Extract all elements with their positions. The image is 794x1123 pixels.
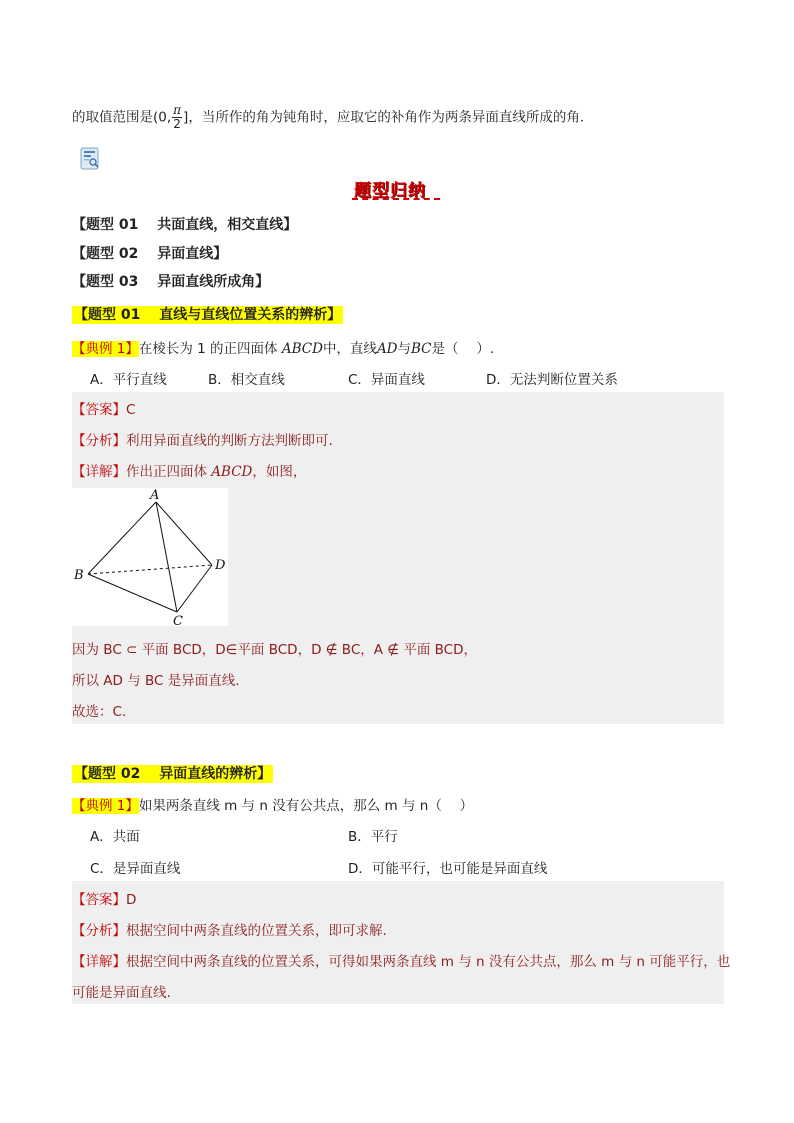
answer-label: 【答案】 (72, 892, 126, 908)
topic2-detail (72, 950, 730, 970)
option-d: D．无法判断位置关系 (486, 372, 618, 388)
intro-line (72, 104, 593, 131)
fraction-numerator: π (173, 103, 182, 117)
section-title: 题型归纳 (354, 181, 426, 201)
topic2-heading-text: 【题型 02 异面直线的辨析】 (74, 766, 272, 782)
question-math: ABCD (281, 341, 323, 357)
detail-text: 根据空间中两条直线的位置关系，可得如果两条直线 m 与 n 没有公共点，那么 m 与 n 可能平行，也 (126, 954, 731, 970)
question-text: 中，直线 (322, 341, 377, 357)
topic2-answer (72, 888, 136, 908)
option-a: A．共面 (90, 829, 140, 845)
option-a: A．平行直线 (90, 372, 167, 388)
topic1-detail (72, 460, 306, 480)
vertex-label-a: A (150, 488, 160, 503)
option-d: D．可能平行，也可能是异面直线 (348, 861, 548, 877)
topic1-analysis (72, 429, 333, 449)
analysis-text: 利用异面直线的判断方法判断即可. (126, 433, 333, 449)
intro-prefix: 的取值范围是 (72, 109, 153, 126)
topic2-heading (72, 763, 273, 783)
answer-label: 【答案】 (72, 402, 126, 418)
pi-over-2-fraction (172, 104, 182, 131)
fraction-denominator: 2 (173, 117, 181, 131)
option-c: C．是异面直线 (90, 861, 181, 877)
detail-label: 【详解】 (72, 464, 126, 480)
option-c: C．异面直线 (348, 372, 425, 388)
topic1-heading (72, 304, 343, 324)
document-icon (79, 147, 102, 170)
intro-suffix: ，当所作的角为钝角时，应取它的补角作为两条异面直线所成的角． (188, 109, 594, 126)
topic1-answer (72, 398, 135, 418)
toc-item: 【题型 02 异面直线】 (72, 246, 228, 262)
analysis-text: 根据空间中两条直线的位置关系，即可求解. (126, 923, 387, 939)
question-text: 如果两条直线 m 与 n 没有公共点，那么 m 与 n（ ） (138, 798, 474, 814)
question-text: 与 (397, 341, 412, 357)
interval-open: (0, (153, 109, 172, 126)
detail-math: ABCD (211, 464, 253, 480)
example-label: 【典例 1】 (72, 798, 139, 814)
tetrahedron-figure (72, 488, 228, 626)
topic1-question (72, 337, 494, 357)
choose-line: 故选：C. (72, 704, 127, 720)
answer-value: D (126, 892, 137, 908)
interval-close: ] (183, 109, 189, 126)
toc-item: 【题型 01 共面直线，相交直线】 (72, 217, 298, 233)
answer-value: C (126, 402, 136, 418)
vertex-label-b: B (74, 568, 84, 583)
question-math: AD (376, 341, 398, 357)
detail-text-continued: 可能是异面直线. (72, 985, 171, 1001)
analysis-label: 【分析】 (72, 923, 126, 939)
question-text: 在棱长为 1 的正四面体 (138, 341, 282, 357)
topic2-question (72, 794, 473, 814)
toc-item: 【题型 03 异面直线所成角】 (72, 274, 270, 290)
section-title-underline (352, 198, 440, 200)
example-label: 【典例 1】 (72, 341, 139, 357)
reason-line-2: 所以 AD 与 BC 是异面直线. (72, 673, 240, 689)
vertex-label-c: C (173, 614, 183, 626)
analysis-label: 【分析】 (72, 433, 126, 449)
vertex-label-d: D (215, 558, 226, 573)
detail-text: 作出正四面体 (126, 464, 212, 480)
question-math: BC (411, 341, 432, 357)
question-text: 是（ ）. (431, 341, 495, 357)
reason-line-1: 因为 BC ⊂ 平面 BCD，D∈平面 BCD，D ∉ BC，A ∉ 平面 BCD， (72, 642, 477, 658)
detail-label: 【详解】 (72, 954, 126, 970)
topic2-analysis (72, 919, 387, 939)
option-b: B．平行 (348, 829, 398, 845)
topic1-heading-text: 【题型 01 直线与直线位置关系的辨析】 (74, 307, 342, 323)
option-b: B．相交直线 (208, 372, 285, 388)
detail-text: ，如图， (252, 464, 307, 480)
